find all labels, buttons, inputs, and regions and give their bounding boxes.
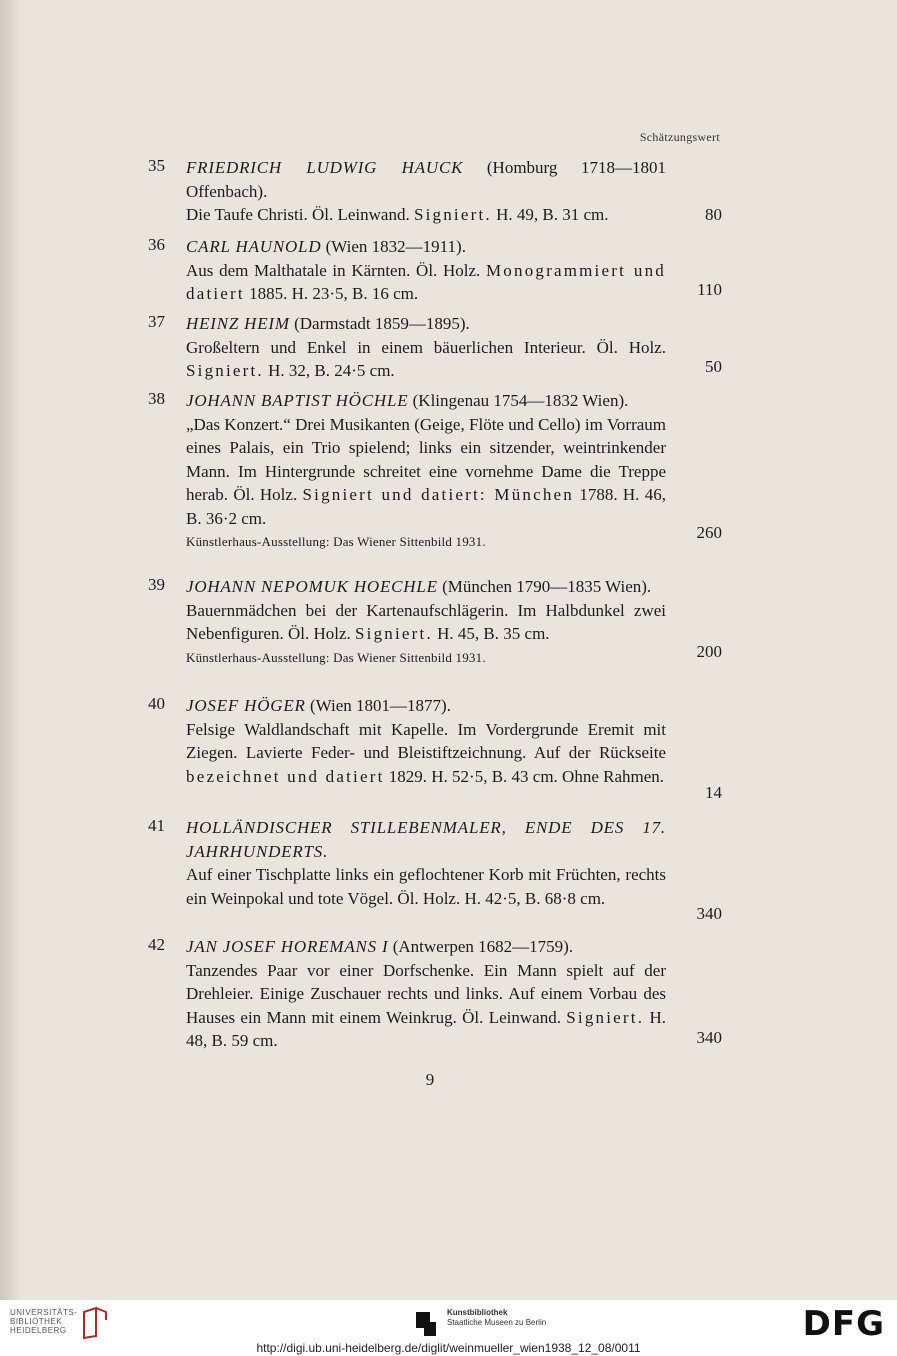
lot-number: 42 <box>148 935 165 954</box>
kunstbibliothek-label <box>447 1308 546 1328</box>
lot-number: 36 <box>148 235 165 254</box>
entry-text <box>186 935 666 1053</box>
entry-description: Bauernmädchen bei der Kartenaufschlägerin. Im Halbdunkel zwei Nebenfiguren. Öl. Holz. <box>186 600 666 643</box>
artist-bio: (Antwerpen 1682—1759). <box>388 937 574 956</box>
artist-bio: (Darmstadt 1859—1895). <box>289 314 470 333</box>
estimate-price: 110 <box>697 280 722 299</box>
viewer-footer <box>0 1300 897 1356</box>
entry-dimensions: H. 32, B. 24·5 cm. <box>263 361 395 380</box>
estimate-price: 14 <box>705 783 722 802</box>
lot-number: 41 <box>148 816 165 835</box>
column-header: Schätzungswert <box>639 130 720 144</box>
source-url[interactable]: http://digi.ub.uni-heidelberg.de/diglit/weinmueller_wien1938_12_08/0011 <box>256 1341 641 1355</box>
entry-description: „Das Konzert.“ Drei Musikanten (Geige, Flöte und Cello) im Vorraum eines Palais, ein Trio spielend; links ein sitzender, weintrinkender Mann. Im Hintergrunde schreitet eine vornehme Dame die Treppe herab. Öl. Holz. <box>186 414 666 504</box>
spaced-emphasis: Signiert. <box>186 361 264 380</box>
estimate-price: 340 <box>696 1028 722 1047</box>
entry-description: Aus dem Malthatale in Kärnten. Öl. Holz. <box>186 260 486 280</box>
entry-dimensions: H. 45, B. 35 cm. <box>432 624 550 643</box>
artist-name: CARL HAUNOLD <box>186 237 322 256</box>
lot-number: 35 <box>148 156 165 175</box>
spaced-emphasis: Signiert. <box>355 624 433 643</box>
artist-name: JOHANN BAPTIST HÖCHLE <box>186 391 409 410</box>
page-number: 9 <box>425 1070 435 1089</box>
entry-description: Die Taufe Christi. Öl. Leinwand. <box>186 205 414 224</box>
university-library-label: UNIVERSITÄTS- BIBLIOTHEK HEIDELBERG <box>10 1308 78 1335</box>
artist-name: FRIEDRICH LUDWIG HAUCK <box>186 158 464 177</box>
artist-bio: (Homburg 1718—1801 Offenbach). <box>186 158 666 201</box>
artist-name: HEINZ HEIM <box>186 314 290 333</box>
spaced-emphasis: bezeichnet und datiert <box>186 766 385 786</box>
entry-dimensions: 1788. H. 46, B. 36·2 cm. <box>186 485 667 528</box>
artist-name: JOSEF HÖGER <box>186 696 306 715</box>
artist-name: HOLLÄNDISCHER STILLEBENMALER, ENDE DES 17. JAHRHUNDERTS. <box>186 818 666 861</box>
entry-description: Großeltern und Enkel in einem bäuerlichen Interieur. Öl. Holz. <box>186 337 666 357</box>
estimate-price: 260 <box>696 523 722 542</box>
artist-bio: (Wien 1832—1911). <box>321 237 466 256</box>
lot-number: 38 <box>148 389 165 408</box>
heidelberg-library-logo-icon <box>80 1306 110 1340</box>
entry-dimensions: H. 48, B. 59 cm. <box>186 1007 666 1050</box>
entry-text <box>186 694 666 788</box>
entry-description: Felsige Waldlandschaft mit Kapelle. Im Vordergrunde Eremit mit Ziegen. Lavierte Feder- und Bleistiftzeichnung. Auf der Rückseite <box>186 719 666 762</box>
dfg-logo: DFG <box>802 1304 885 1344</box>
entry-dimensions: 1829. H. 52·5, B. 43 cm. Ohne Rahmen. <box>384 766 665 786</box>
entry-text <box>186 156 666 227</box>
spaced-emphasis: Signiert und datiert: München <box>302 485 574 504</box>
lot-number: 37 <box>148 312 165 331</box>
artist-name: JOHANN NEPOMUK HOECHLE <box>186 577 438 596</box>
artist-bio: (Klingenau 1754—1832 Wien). <box>408 391 629 410</box>
entry-description: Auf einer Tischplatte links ein geflochtener Korb mit Früchten, rechts ein Weinpokal und tote Vögel. Öl. Holz. H. 42·5, B. 68·8 cm. <box>186 865 666 908</box>
spaced-emphasis: Signiert. <box>413 205 492 224</box>
lot-number: 40 <box>148 694 165 713</box>
spaced-emphasis: Signiert. <box>566 1007 645 1027</box>
lot-number: 39 <box>148 575 165 594</box>
exhibition-note: Künstlerhaus-Ausstellung: Das Wiener Sittenbild 1931. <box>186 534 486 549</box>
page-gutter-shadow <box>0 0 22 1300</box>
entry-text <box>186 312 666 383</box>
entry-dimensions: 1885. H. 23·5, B. 16 cm. <box>244 284 419 303</box>
estimate-price: 50 <box>705 357 722 376</box>
artist-bio: (Wien 1801—1877). <box>305 696 451 715</box>
estimate-price: 340 <box>696 904 722 923</box>
entry-text <box>186 235 666 306</box>
entry-dimensions: H. 49, B. 31 cm. <box>491 205 609 224</box>
spaced-emphasis: Monogrammiert und datiert <box>186 260 666 303</box>
artist-bio: (München 1790—1835 Wien). <box>437 577 652 596</box>
entry-text <box>186 389 666 552</box>
artist-name: JAN JOSEF HOREMANS I <box>186 937 389 956</box>
entry-text <box>186 575 666 668</box>
kunstbibliothek-title: Kunstbibliothek <box>447 1308 508 1317</box>
estimate-price: 80 <box>705 205 722 224</box>
entry-text <box>186 816 666 910</box>
kunstbibliothek-subtitle: Staatliche Museen zu Berlin <box>447 1318 547 1327</box>
entry-description: Tanzendes Paar vor einer Dorfschenke. Ein Mann spielt auf der Drehleier. Einige Zuschauer rechts und links. Auf einem Vorbau des Hauses ein Mann mit einem Weinkrug. Öl. Leinwand. <box>186 960 666 1027</box>
exhibition-note: Künstlerhaus-Ausstellung: Das Wiener Sittenbild 1931. <box>186 649 486 665</box>
kunstbibliothek-logo-icon <box>410 1308 442 1340</box>
estimate-price: 200 <box>696 642 722 661</box>
